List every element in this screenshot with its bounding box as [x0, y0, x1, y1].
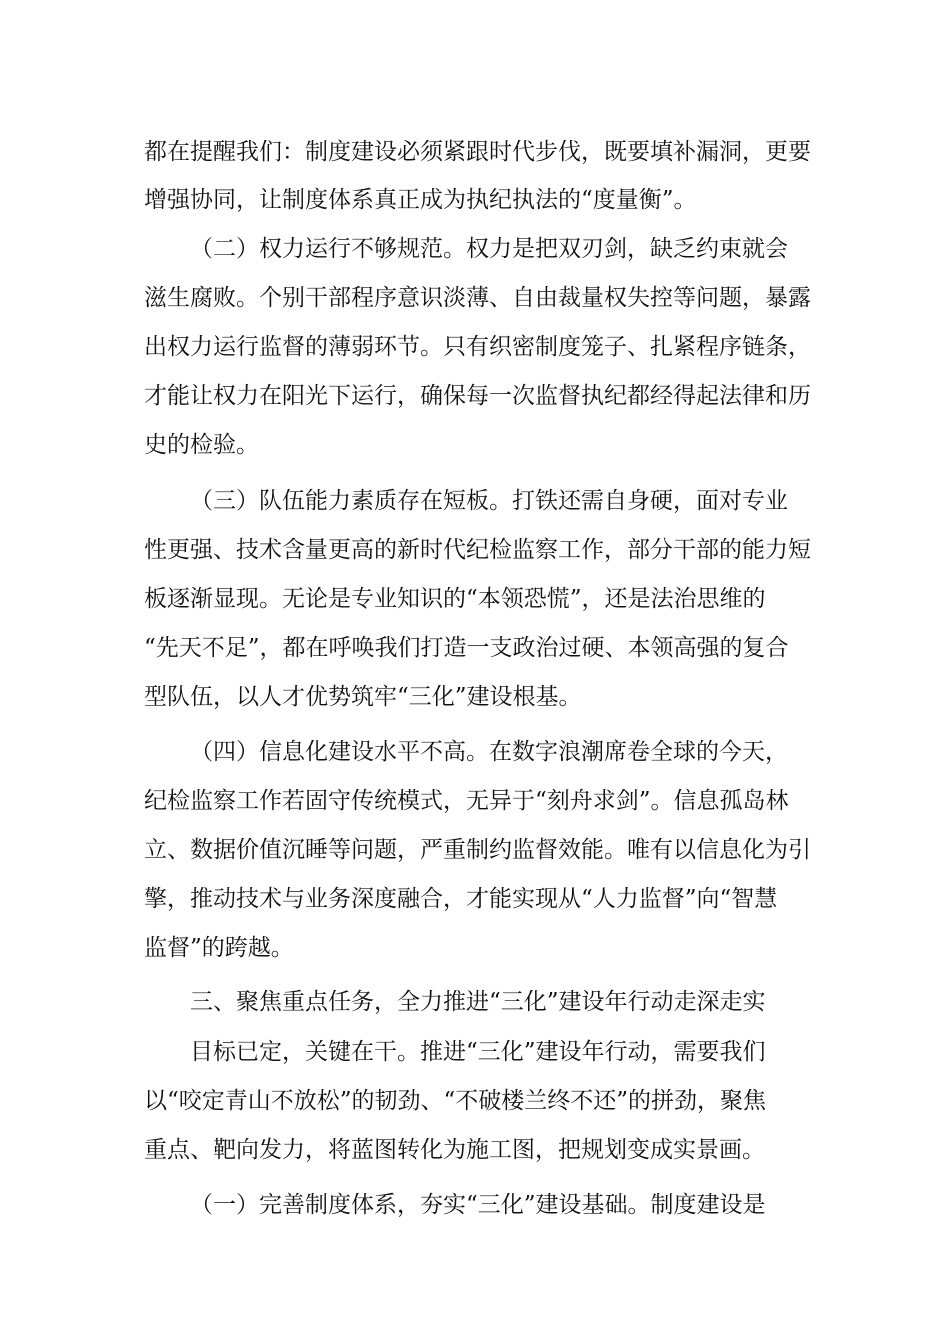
paragraph-start: （一）完善制度体系，夯实“三化”建设基础。制度建设是 — [190, 1192, 766, 1218]
text-line: 重点、靶向发力，将蓝图转化为施工图，把规划变成实景画。 — [144, 1137, 765, 1163]
text-line: 以“咬定青山不放松”的韧劲、“不破楼兰终不还”的拼劲，聚焦 — [144, 1088, 767, 1114]
text-line: 监督”的跨越。 — [144, 935, 294, 961]
text-line: 纪检监察工作若固守传统模式，无异于“刻舟求剑”。信息孤岛林 — [144, 788, 789, 814]
text-line: 板逐渐显现。无论是专业知识的“本领恐慌”，还是法治思维的 — [144, 586, 766, 612]
paragraph-start: （三）队伍能力素质存在短板。打铁还需自身硬，面对专业 — [190, 488, 788, 514]
paragraph-start: （四）信息化建设水平不高。在数字浪潮席卷全球的今天， — [190, 739, 788, 765]
text-line: 性更强、技术含量更高的新时代纪检监察工作，部分干部的能力短 — [144, 537, 811, 563]
text-line: 滋生腐败。个别干部程序意识淡薄、自由裁量权失控等问题，暴露 — [144, 285, 811, 311]
text-line: 立、数据价值沉睡等问题，严重制约监督效能。唯有以信息化为引 — [144, 837, 811, 863]
paragraph-start: 目标已定，关键在干。推进“三化”建设年行动，需要我们 — [190, 1039, 766, 1065]
text-line: 史的检验。 — [144, 432, 259, 458]
section-heading: 三、聚焦重点任务，全力推进“三化”建设年行动走深走实 — [190, 989, 766, 1015]
text-line: 擎，推动技术与业务深度融合，才能实现从“人力监督”向“智慧 — [144, 886, 778, 912]
text-line: 型队伍，以人才优势筑牢“三化”建设根基。 — [144, 684, 582, 710]
paragraph-start: （二）权力运行不够规范。权力是把双刃剑，缺乏约束就会 — [190, 236, 788, 262]
text-line: 增强协同，让制度体系真正成为执纪执法的“度量衡”。 — [144, 187, 697, 213]
text-line: “先天不足”，都在呼唤我们打造一支政治过硬、本领高强的复合 — [144, 635, 789, 661]
text-line: 才能让权力在阳光下运行，确保每一次监督执纪都经得起法律和历 — [144, 383, 811, 409]
text-line: 都在提醒我们：制度建设必须紧跟时代步伐，既要填补漏洞，更要 — [144, 139, 811, 165]
text-line: 出权力运行监督的薄弱环节。只有织密制度笼子、扎紧程序链条， — [144, 334, 811, 360]
